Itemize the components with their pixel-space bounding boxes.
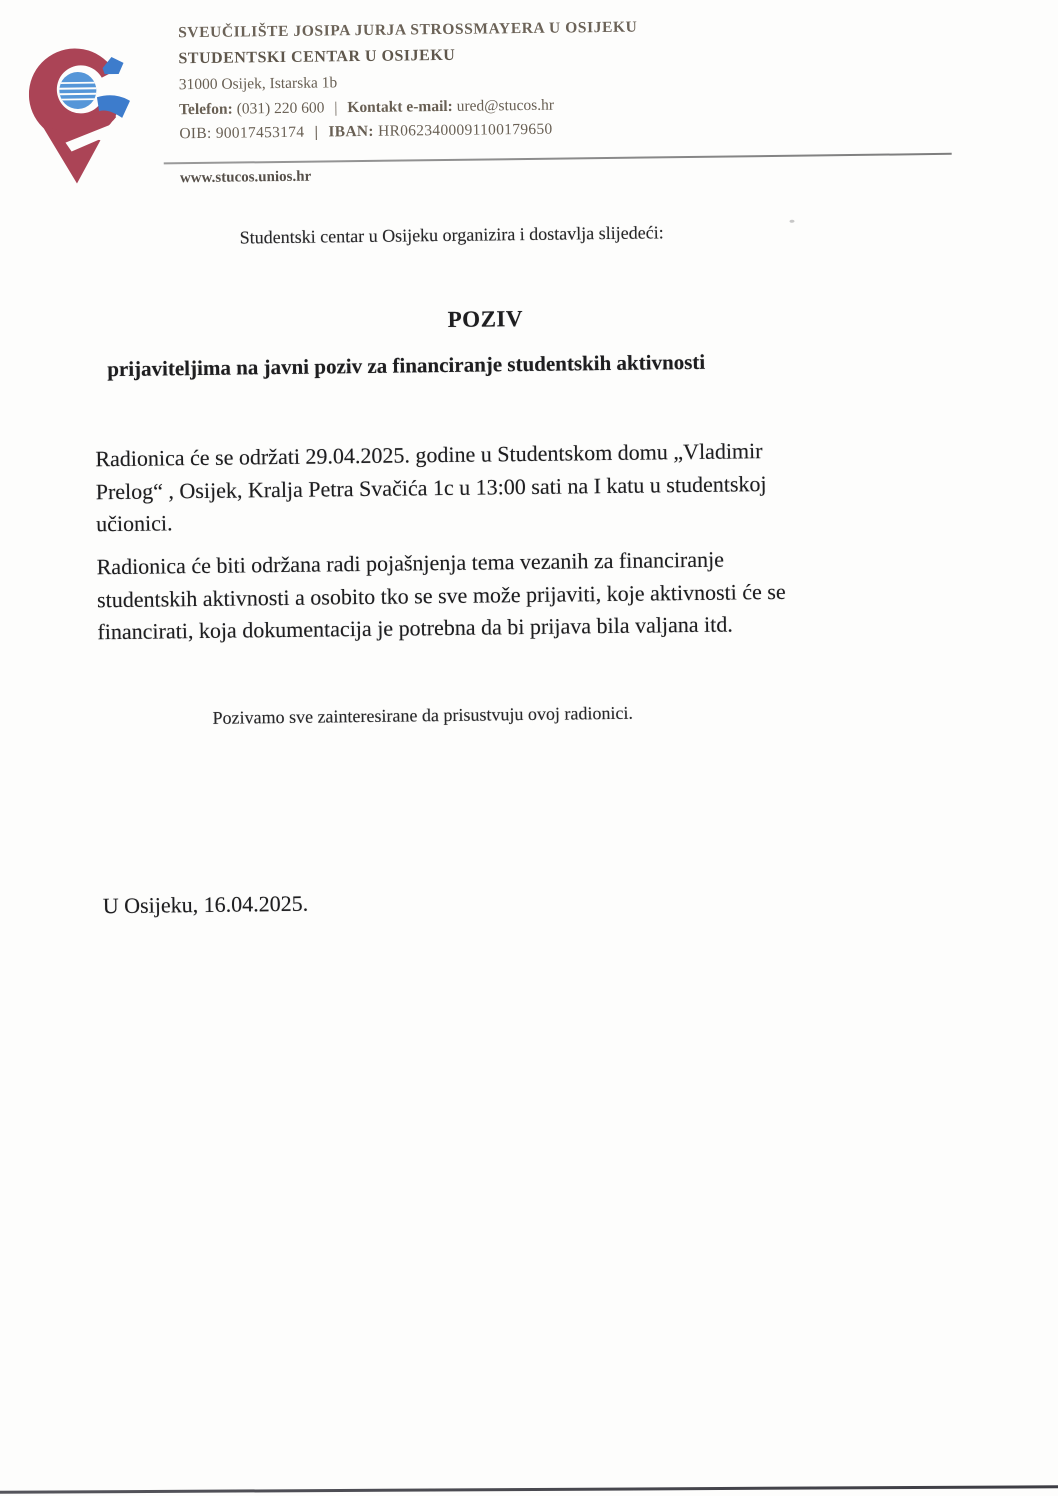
closing-invitation-line: Pozivamo sve zainteresirane da prisustvuju ovoj radionici. bbox=[212, 702, 634, 728]
oib-label: OIB: bbox=[179, 124, 212, 143]
document-title: POZIV bbox=[447, 306, 524, 332]
letterhead-address: 31000 Osijek, Istarska 1b bbox=[178, 74, 338, 94]
intro-line: Studentski centar u Osijeku organizira i dostavlja slijedeći: bbox=[239, 222, 664, 248]
iban-label: IBAN: bbox=[328, 122, 374, 141]
studentski-centar-logo bbox=[28, 47, 134, 186]
email-label: Kontakt e-mail: bbox=[347, 97, 453, 117]
paragraph-workshop-purpose bbox=[96, 543, 786, 649]
phone-label: Telefon: bbox=[178, 100, 233, 119]
email-value: ured@stucos.hr bbox=[456, 96, 555, 115]
iban-value: HR0623400091100179650 bbox=[377, 120, 553, 140]
phone-value: (031) 220 600 bbox=[236, 99, 325, 118]
paragraph-line: Radionica će biti održana radi pojašnjenja tema vezanih za financiranje bbox=[96, 546, 725, 580]
scan-artifact-speck bbox=[789, 220, 794, 223]
paragraph-line: Radionica će se održati 29.04.2025. godine u Studentskom domu „Vladimir bbox=[95, 438, 763, 472]
paragraph-line: financirati, koja dokumentacija je potrebna da bi prijava bila valjana itd. bbox=[97, 611, 733, 645]
letterhead-university-name: SVEUČILIŠTE JOSIPA JURJA STROSSMAYERA U OSIJEKU bbox=[178, 18, 638, 42]
document-subtitle: prijaviteljima na javni poziv za financiranje studentskih aktivnosti bbox=[107, 349, 706, 382]
letterhead-website: www.stucos.unios.hr bbox=[179, 168, 312, 187]
paragraph-line: Prelog“ , Osijek, Kralja Petra Svačića 1c u 13:00 sati na I katu u studentskoj bbox=[95, 470, 767, 504]
place-date-line: U Osijeku, 16.04.2025. bbox=[102, 890, 309, 919]
letterhead-ids-line bbox=[179, 121, 552, 144]
divider-bar: | bbox=[314, 123, 319, 141]
oib-value: 90017453174 bbox=[215, 123, 305, 142]
paragraph-workshop-details bbox=[95, 435, 767, 541]
paragraph-line: učionici. bbox=[95, 510, 173, 537]
paragraph-line: studentskih aktivnosti a osobito tko se sve može prijaviti, koje aktivnosti će se bbox=[96, 578, 786, 612]
letterhead-contact-line bbox=[179, 97, 554, 120]
divider-bar: | bbox=[334, 99, 338, 117]
letterhead-divider-rule bbox=[164, 153, 952, 165]
letterhead-center-name: STUDENTSKI CENTAR U OSIJEKU bbox=[178, 46, 456, 68]
